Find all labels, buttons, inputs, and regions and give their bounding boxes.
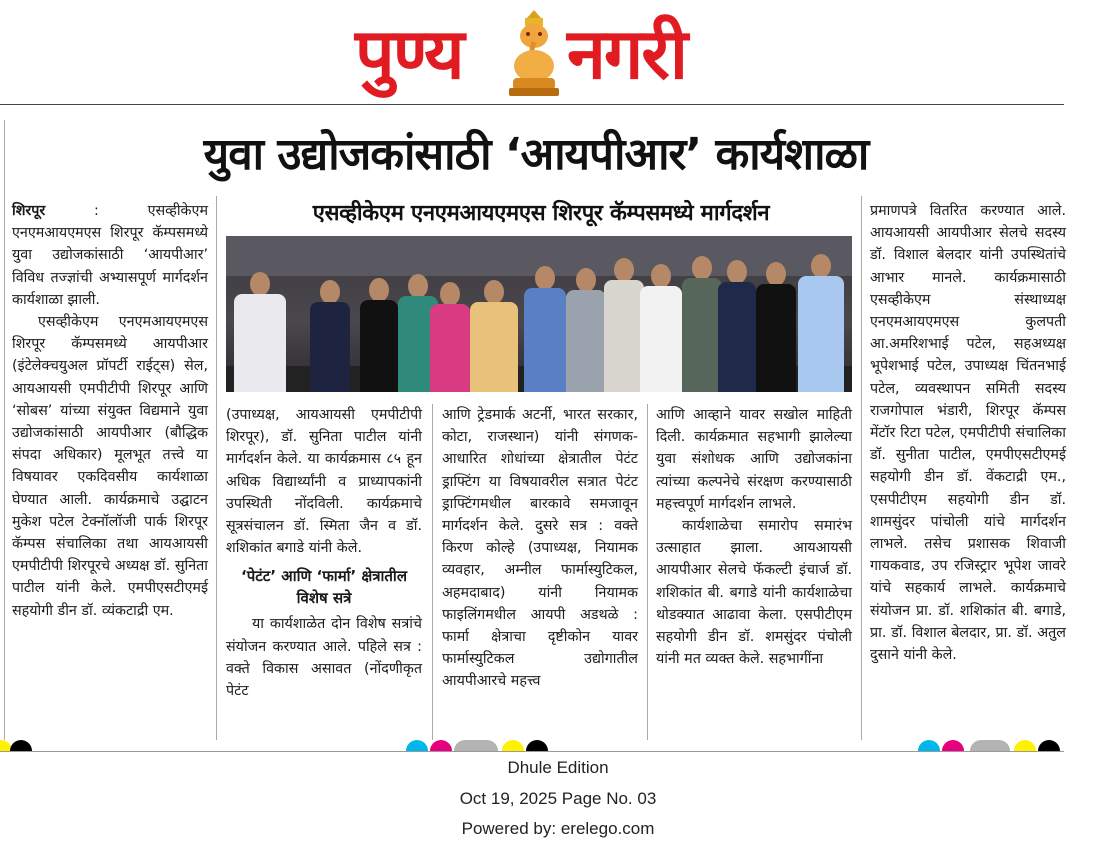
column-divider	[861, 196, 862, 740]
photo-person	[682, 256, 722, 392]
photo-person	[604, 258, 644, 392]
photo-person	[470, 280, 518, 392]
column-divider	[432, 404, 433, 740]
photo-person	[640, 264, 682, 392]
article-paragraph: या कार्यशाळेत दोन विशेष सत्रांचे संयोजन करण्यात आले. पहिले सत्र : वक्ते विकास असावत (नोंदणीकृत पेटंट	[226, 616, 422, 700]
article-column-5	[870, 200, 1066, 666]
section-subtitle: ‘पेटंट’ आणि ‘फार्मा’ क्षेत्रातील विशेष सत्रे	[241, 567, 407, 608]
date-page-label: Oct 19, 2025 Page No. 03	[459, 789, 657, 808]
column-divider	[4, 120, 5, 740]
ganesha-icon	[503, 8, 565, 98]
masthead	[0, 0, 1116, 104]
article-paragraph: शिरपूर : एसव्हीकेएम एनएमआयएमएस शिरपूर कॅम्पसमध्ये युवा उद्योजकांसाठी ‘आयपीआर’ विविध तज्ज्ञांची अभ्यासपूर्ण मार्गदर्शन कार्यशाळा झाली.	[12, 203, 208, 308]
photo-person	[566, 268, 606, 392]
newspaper-logo	[355, 8, 755, 100]
column-divider	[647, 404, 648, 740]
article-paragraph: एसव्हीकेएम एनएमआयएमएस शिरपूर कॅम्पसमध्ये आयपीआर (इंटेलेक्चयुअल प्रॉपर्टी राईट्स) सेल, आयआयसी एमपीटीपी शिरपूर आणि ‘सोबस’ यांच्या संयुक्त विद्यमाने युवा उद्योजकांसाठी आयपीआर (बौद्धिक संपदा अधिकार) मूलभूत तत्त्वे या विषयावर एकदिवसीय कार्यशाळा घेण्यात आली. कार्यक्रमाचे उद्घाटन मुकेश पटेल टेक्नॉलॉजी पार्क शिरपूर कॅम्पस संचालिका तथा आयआयसी एमपीटीपी शिरपूरचे अध्यक्ष डॉ. सुनिता पाटील यांनी केले. एमपीएसटीएमई सहयोगी डीन डॉ. व्यंकटाद्री एम.	[12, 314, 208, 619]
photo-person	[718, 260, 756, 392]
article-headline: युवा उद्योजकांसाठी ‘आयपीआर’ कार्यशाळा	[203, 129, 869, 180]
article-paragraph: कार्यशाळेचा समारोप समारंभ उत्साहात झाला. आयआयसी आयपीआर सेलचे फॅकल्टी इंचार्ज डॉ. शशिकांत बी. बगाडे यांनी कार्यशाळेचा थोडक्यात आढावा केला. एसपीटीएम सहयोगी डीन डॉ. शमसुंदर पंचोली यांनी मत व्यक्त केले. सहभागींना	[656, 518, 852, 668]
article-subheadline: एसव्हीकेएम एनएमआयएमएस शिरपूर कॅम्पसमध्ये मार्गदर्शन	[312, 201, 770, 226]
column-divider	[216, 196, 217, 740]
photo-person	[234, 272, 286, 392]
masthead-rule	[0, 104, 1064, 105]
logo-text-part2: नगरी	[567, 13, 687, 95]
event-photo	[226, 236, 852, 392]
article-paragraph: आणि आव्हाने यावर सखोल माहिती दिली. कार्यक्रमात सहभागी झालेल्या युवा संशोधक आणि उद्योजकांना त्यांच्या कल्पनेचे संरक्षण करण्यासाठी महत्त्वपूर्ण मार्गदर्शन लाभले.	[656, 407, 852, 512]
powered-by-label: Powered by: erelego.com	[461, 819, 655, 838]
photo-person	[756, 262, 796, 392]
article-column-1	[12, 200, 208, 622]
article-column-4	[656, 404, 852, 670]
edition-label: Dhule Edition	[507, 758, 609, 777]
paragraph-text: एसव्हीकेएम एनएमआयएमएस शिरपूर कॅम्पसमध्ये युवा उद्योजकांसाठी ‘आयपीआर’ विविध तज्ज्ञांची अभ्यासपूर्ण मार्गदर्शन कार्यशाळा झाली.	[12, 203, 208, 308]
bottom-rule	[0, 751, 1064, 752]
dateline: शिरपूर	[12, 203, 46, 219]
photo-person	[430, 282, 470, 392]
photo-person	[360, 278, 398, 392]
photo-person	[798, 254, 844, 392]
photo-person	[310, 280, 350, 392]
article-column-3	[442, 404, 638, 693]
article-paragraph: प्रमाणपत्रे वितरित करण्यात आले. आयआयसी आयपीआर सेलचे सदस्य डॉ. विशाल बेलदार यांनी उपस्थितांचे आभार मानले. कार्यक्रमासाठी एसव्हीकेएम संस्थाध्यक्ष एनएमआयएमएस कुलपती आ.अमरिशभाई पटेल, सहअध्यक्ष भूपेशभाई पटेल, उपाध्यक्ष चिंतनभाई पटेल, व्यवस्थापन समिती सदस्य राजगोपाल भंडारी, शिरपूर कॅम्पस मेंटॉर रिटा पटेल, एमपीटीपी संचालिका डॉ. सुनीता पाटील, एमपीएसटीएमई सहयोगी डीन डॉ. वेंकटाद्री एम., एसपीटीएम सहयोगी डीन डॉ. शामसुंदर पांचोली यांचे मार्गदर्शन लाभले. तसेच प्रशासक शिवाजी गायकवाड, उप रजिस्ट्रार भूपेश जावरे यांचे सहकार्य लाभले. कार्यक्रमाचे संयोजन प्रा. डॉ. शशिकांत बी. बगाडे, प्रा. डॉ. विशाल बेलदार, प्रा. डॉ. अतुल दुसाने यांनी केले.	[870, 203, 1066, 664]
article-paragraph: (उपाध्यक्ष, आयआयसी एमपीटीपी शिरपूर), डॉ. सुनिता पाटील यांनी मार्गदर्शन केले. या कार्यक्रमास ८५ हून अधिक विद्यार्थ्यांनी व प्राध्यापकांनी उपस्थिती नोंदविली. कार्यक्रमाचे सूत्रसंचालन डॉ. स्मिता जैन व डॉ. शशिकांत बगाडे यांनी केले.	[226, 407, 422, 557]
article-column-2	[226, 404, 422, 702]
logo-text-part1: पुण्य	[355, 13, 463, 95]
article-paragraph: आणि ट्रेडमार्क अटर्नी, भारत सरकार, कोटा, राजस्थान) यांनी संगणक-आधारित शोधांच्या क्षेत्रातील पेटंट ड्राफ्टिंग या विषयावरील सत्रात पेटंट ड्राफ्टिंगमधील बारकावे समजावून मार्गदर्शन केले. दुसरे सत्र : वक्ते किरण कोल्हे (उपाध्यक्ष, नियामक व्यवहार, अम्नील फार्मास्युटिकल, अहमदाबाद) यांनी नियामक फाइलिंगमधील आयपी अडथळे : फार्मा क्षेत्राचा दृष्टीकोन यावर फार्मास्युटिकल उद्योगातील आयपीआरचे महत्त्व	[442, 407, 638, 690]
photo-person	[524, 266, 566, 392]
